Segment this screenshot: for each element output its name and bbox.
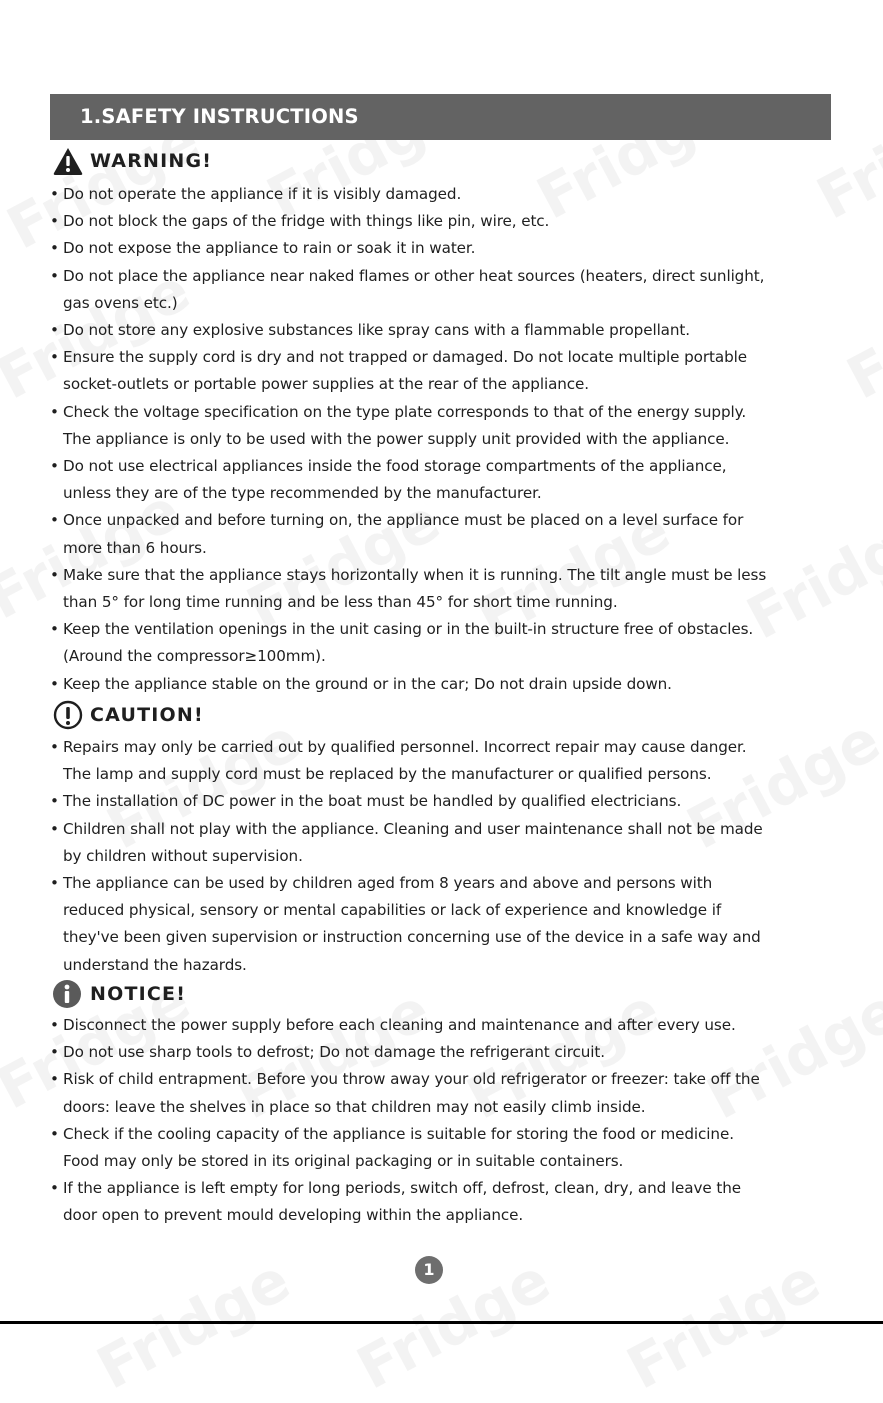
warning-list-item: • Do not store any explosive substances like spray cans with a flammable propellant. [48,317,858,344]
notice-heading [52,979,186,1009]
warning-list-item: • Do not place the appliance near naked flames or other heat sources (heaters, direct sunlight, gas ovens etc.) [48,263,858,317]
warning-heading [52,146,212,176]
exclamation-circle-icon [52,700,84,730]
notice-list-item: • Check if the cooling capacity of the appliance is suitable for storing the food or medicine. Food may only be stored in its original packaging or in suitable containers. [48,1121,858,1175]
caution-heading-text: CAUTION! [90,704,204,726]
warning-list-item: • Do not expose the appliance to rain or soak it in water. [48,235,858,262]
notice-list-item: • Disconnect the power supply before each cleaning and maintenance and after every use. [48,1012,858,1039]
warning-list-item: • Check the voltage specification on the type plate corresponds to that of the energy supply. The appliance is only to be used with the power supply unit provided with the appliance. [48,399,858,453]
warning-list-item: • Once unpacked and before turning on, the appliance must be placed on a level surface for more than 6 hours. [48,507,858,561]
warning-list-item: • Do not use electrical appliances inside the food storage compartments of the appliance, unless they are of the type recommended by the manufacturer. [48,453,858,507]
notice-list-item: • If the appliance is left empty for long periods, switch off, defrost, clean, dry, and leave the door open to prevent mould developing within the appliance. [48,1175,858,1229]
warning-list-item: • Do not operate the appliance if it is visibly damaged. [48,181,858,208]
warning-list-item: • Do not block the gaps of the fridge with things like pin, wire, etc. [48,208,858,235]
caution-list-item: • The installation of DC power in the boat must be handled by qualified electricians. [48,788,858,815]
watermark-text [616,1245,831,1402]
caution-list-item: • Repairs may only be carried out by qualified personnel. Incorrect repair may cause danger. The lamp and supply cord must be replaced by the manufacturer or qualified persons. [48,734,858,788]
caution-list-item: • The appliance can be used by children aged from 8 years and above and persons with reduced physical, sensory or mental capabilities or lack of experience and knowledge if they've been given supervision or instruction concerning use of the device in a safe way and understand the hazards. [48,870,858,979]
caution-list [48,734,858,979]
notice-list-item: • Risk of child entrapment. Before you throw away your old refrigerator or freezer: take off the doors: leave the shelves in place so that children may not easily climb inside. [48,1066,858,1120]
caution-heading [52,700,204,730]
warning-list-item: • Keep the ventilation openings in the unit casing or in the built-in structure free of obstacles. (Around the compressor≥100mm). [48,616,858,670]
warning-list-item: • Make sure that the appliance stays horizontally when it is running. The tilt angle must be less than 5° for long time running and be less than 45° for short time running. [48,562,858,616]
notice-list [48,1012,858,1230]
section-header-bar [50,94,831,140]
watermark-text [346,1245,561,1402]
warning-triangle-icon [52,146,84,176]
page-title: 1.SAFETY INSTRUCTIONS [80,105,359,128]
warning-list [48,181,858,698]
watermark-text [86,1245,301,1402]
warning-heading-text: WARNING! [90,150,213,172]
notice-list-item: • Do not use sharp tools to defrost; Do not damage the refrigerant circuit. [48,1039,858,1066]
warning-list-item: • Ensure the supply cord is dry and not trapped or damaged. Do not locate multiple portable socket-outlets or portable power supplies at the rear of the appliance. [48,344,858,398]
info-circle-icon [52,979,84,1009]
notice-heading-text: NOTICE! [90,983,187,1005]
caution-list-item: • Children shall not play with the appliance. Cleaning and user maintenance shall not be made by children without supervision. [48,816,858,870]
page-number: 1 [415,1256,443,1284]
warning-list-item: • Keep the appliance stable on the ground or in the car; Do not drain upside down. [48,671,858,698]
